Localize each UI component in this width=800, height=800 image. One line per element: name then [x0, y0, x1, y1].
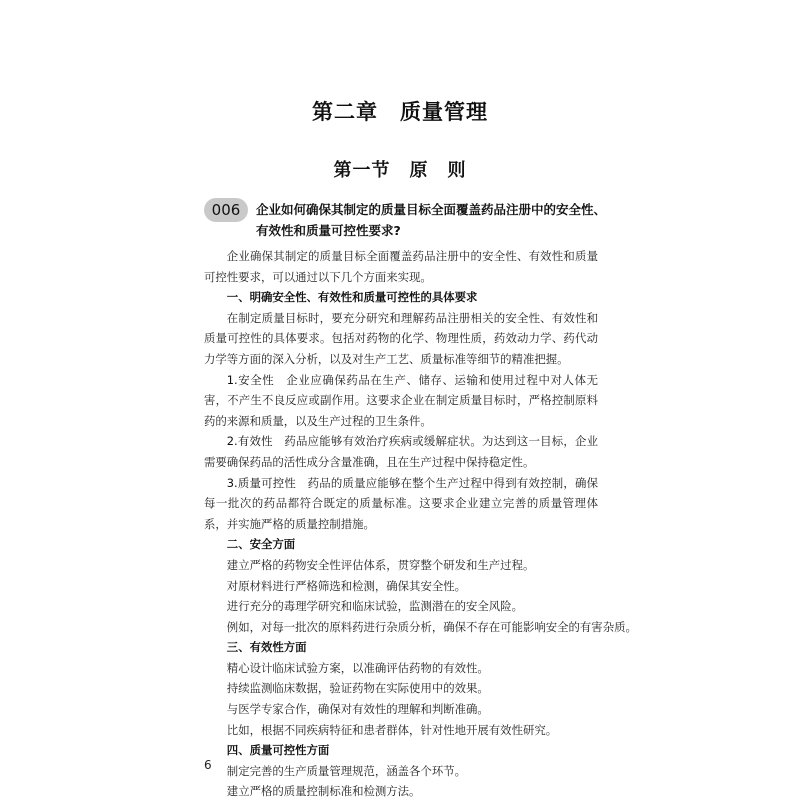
list-item: 建立严格的药物安全性评估体系，贯穿整个研发和生产过程。 — [226, 557, 535, 572]
section-heading-3: 三、有效性方面 — [226, 640, 307, 655]
list-item: 精心设计临床试验方案，以准确评估药物的有效性。 — [226, 660, 489, 675]
question-number-badge: 006 — [204, 198, 248, 222]
section-title: 第一节 原 则 — [333, 160, 467, 181]
question-block — [204, 198, 607, 240]
list-item: 对原材料进行严格筛选和检测，确保其安全性。 — [226, 578, 467, 593]
list-item: 例如，对每一批次的原料药进行杂质分析，确保不存在可能影响安全的有害杂质。 — [226, 619, 637, 634]
list-item: 进行充分的毒理学研究和临床试验，监测潜在的安全风险。 — [226, 599, 523, 614]
list-item: 比如，根据不同疾病特征和患者群体，针对性地开展有效性研究。 — [226, 722, 558, 737]
safety-item-text: 企业应确保药品在生产、储存、运输和使用过程中对人体无害，不产生不良反应或副作用。这要求企业在制定质量目标时，严格控制原料药的来源和质量，以及生产过程的卫生条件。 — [204, 372, 598, 428]
efficacy-item-lead: 2.有效性 — [226, 434, 273, 449]
section-heading-2: 二、安全方面 — [226, 537, 296, 552]
section-heading-4: 四、质量可控性方面 — [226, 743, 330, 758]
quality-control-item — [204, 473, 598, 535]
page-number: 6 — [204, 758, 212, 772]
safety-item-lead: 1.安全性 — [226, 372, 275, 387]
intro-paragraph: 企业确保其制定的质量目标全面覆盖药品注册中的安全性、有效性和质量可控性要求，可以通过以下几个方面来实现。 — [204, 249, 598, 284]
safety-item — [204, 370, 598, 432]
list-item: 持续监测临床数据，验证药物在实际使用中的效果。 — [226, 681, 489, 696]
efficacy-item — [204, 431, 598, 472]
section-1-intro: 在制定质量目标时，要充分研究和理解药品注册相关的安全性、有效性和质量可控性的具体要求。包括对药物的化学、物理性质，药效动力学、药代动力学等方面的深入分析，以及对生产工艺、质量标准等细节的精准把握。 — [204, 310, 598, 366]
question-text: 企业如何确保其制定的质量目标全面覆盖药品注册中的安全性、有效性和质量可控性要求? — [256, 202, 607, 238]
list-item: 建立严格的质量控制标准和检测方法。 — [226, 784, 421, 799]
efficacy-item-text: 药品应能够有效治疗疾病或缓解症状。为达到这一目标，企业需要确保药品的活性成分含量准确，且在生产过程中保持稳定性。 — [204, 434, 598, 469]
section-heading-1: 一、明确安全性、有效性和质量可控性的具体要求 — [226, 290, 478, 305]
list-item: 制定完善的生产质量管理规范，涵盖各个环节。 — [226, 763, 467, 778]
list-item: 与医学专家合作，确保对有效性的理解和判断准确。 — [226, 702, 489, 717]
chapter-title: 第二章 质量管理 — [312, 100, 488, 124]
answer-body — [204, 246, 637, 800]
quality-control-item-lead: 3.质量可控性 — [226, 475, 297, 490]
quality-control-item-text: 药品的质量应能够在整个生产过程中得到有效控制，确保每一批次的药品都符合既定的质量标准。这要求企业建立完善的质量管理体系，并实施严格的质量控制措施。 — [204, 475, 598, 531]
